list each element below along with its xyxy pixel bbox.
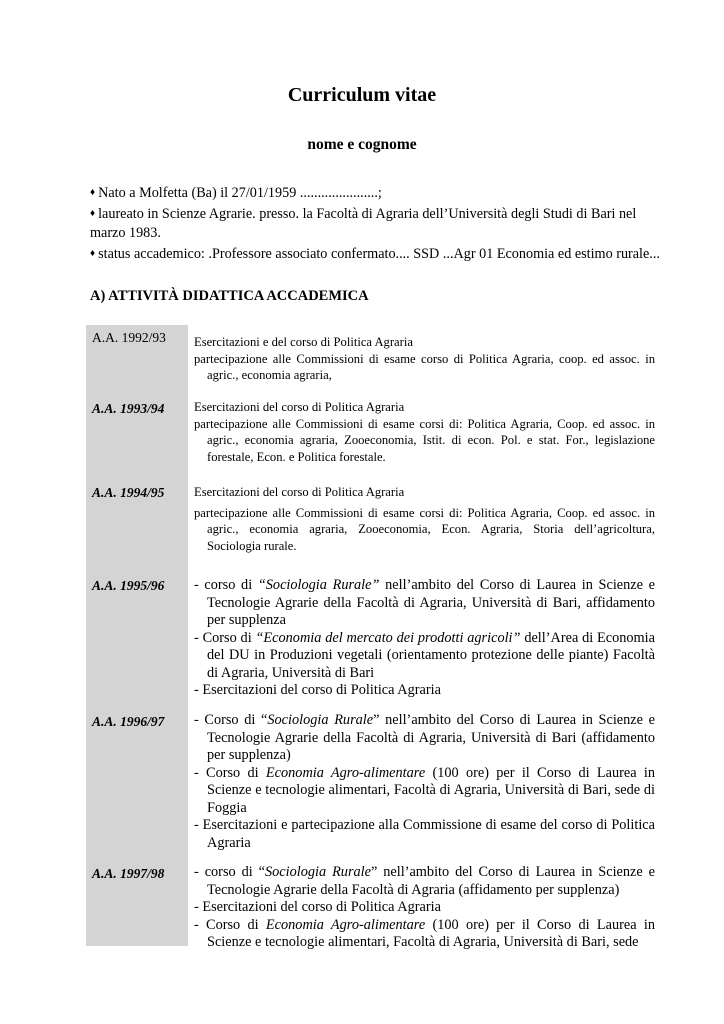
teaching-entry-1995-96: - corso di “Sociologia Rurale” nell’ambito del Corso di Laurea in Scienze e Tecnologie Agrarie della Facoltà di Agraria, Università di Bari, affidamento per supplenza - Corso di “Economia del mercato dei prodotti agricoli” dell’Area di Economia del DU in Produzioni vegetali (orientamento protezione delle piante) Facoltà di Agraria, Università di Bari - Esercitazioni del corso di Politica Agraria	[194, 577, 655, 698]
document-subtitle: nome e cognome	[307, 136, 417, 153]
degree-info: ♦ laureato in Scienze Agrarie. presso. la Facoltà di Agraria dell’Università degli Studi di Bari nel marzo 1983.	[90, 205, 637, 241]
year-label-1996-97: A.A. 1996/97	[92, 714, 165, 729]
year-label-1993-94: A.A. 1993/94	[92, 401, 165, 416]
teaching-entry-1997-98: - corso di “Sociologia Rurale” nell’ambito del Corso di Laurea in Scienze e Tecnologie Agrarie della Facoltà di Agraria (affidamento per supplenza) - Esercitazioni del corso di Politica Agraria - Corso di Economia Agro-alimentare (100 ore) per il Corso di Laurea in Scienze e tecnologie alimentari, Facoltà di Agraria, Università di Bari, sede	[194, 864, 656, 950]
teaching-entry-1994-95: Esercitazioni del corso di Politica Agraria partecipazione alle Commissioni di esame corsi di: Politica Agraria, Coop. ed assoc. in agric., economia agraria, Zooeconomia, Econ. Agraria, Storia dell’agricoltura, Sociologia rurale.	[194, 485, 655, 553]
teaching-entry-1996-97: - Corso di “Sociologia Rurale” nell’ambito del Corso di Laurea in Scienze e Tecnologie Agrarie della Facoltà di Agraria, Università di Bari (affidamento per supplenza) - Corso di Economia Agro-alimentare (100 ore) per il Corso di Laurea in Scienze e tecnologie alimentari, Facoltà di Agraria, Università di Bari, sede di Foggia - Esercitazioni e partecipazione alla Commissione di esame del corso di Politica Agraria	[194, 712, 656, 851]
year-column-background	[86, 325, 188, 946]
personal-info	[90, 183, 660, 264]
section-title-teaching: A) ATTIVITÀ DIDATTICA ACCADEMICA	[90, 288, 369, 304]
year-label-1992-93: A.A. 1992/93	[92, 330, 166, 345]
teaching-entry-1992-93: Esercitazioni e del corso di Politica Agraria partecipazione alle Commissioni di esame corso di Politica Agraria, coop. ed assoc. in agric., economia agraria,	[194, 335, 655, 382]
year-label-1997-98: A.A. 1997/98	[92, 866, 165, 881]
teaching-entry-1993-94: Esercitazioni del corso di Politica Agraria partecipazione alle Commissioni di esame corsi di: Politica Agraria, Coop. ed assoc. in agric., economia agraria, Zooeconomia, Istit. di econ. Pol. e stat. For., legislazione forestale, Econ. e Politica forestale.	[194, 400, 655, 464]
small-diamond-icon: ♦	[90, 187, 96, 198]
year-label-1994-95: A.A. 1994/95	[92, 485, 165, 500]
document-title: Curriculum vitae	[287, 84, 437, 106]
academic-status: ♦ status accademico: .Professore associato confermato.... SSD ...Agr 01 Economia ed estimo rurale...	[90, 245, 660, 262]
small-diamond-icon: ♦	[90, 207, 96, 219]
small-diamond-icon: ♦	[90, 247, 96, 259]
year-label-1995-96: A.A. 1995/96	[92, 578, 165, 593]
birth-info: ♦ Nato a Molfetta (Ba) il 27/01/1959 ......................;	[90, 185, 382, 201]
